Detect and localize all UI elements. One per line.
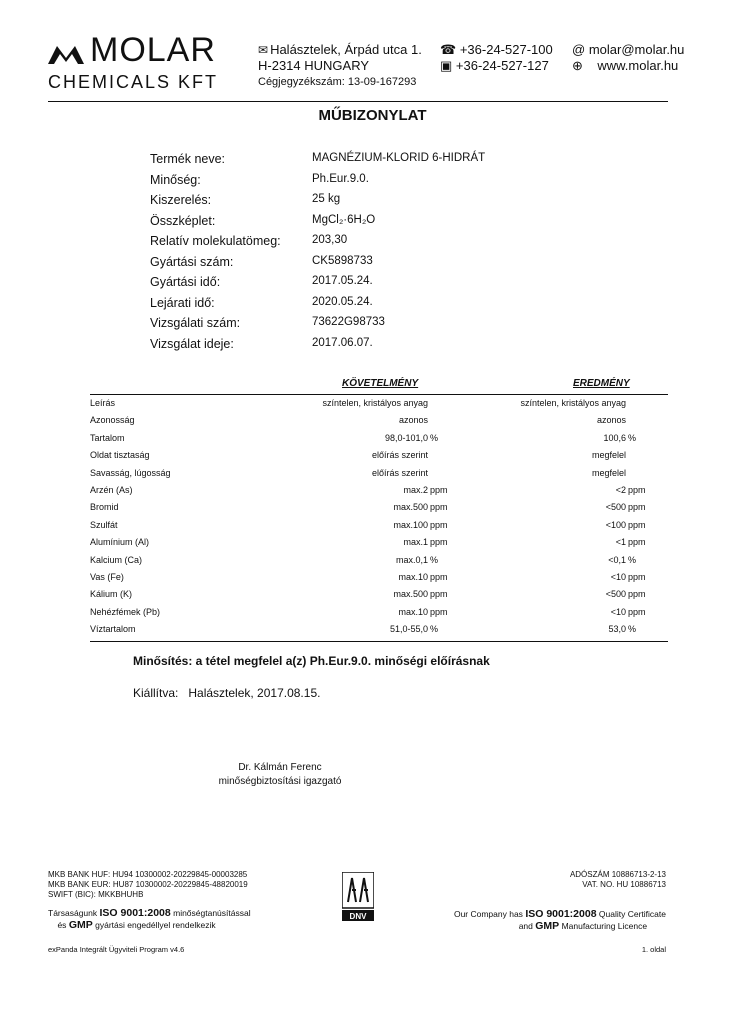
test-name: Azonosság (90, 415, 135, 426)
company-address (258, 42, 422, 90)
info-value: 2017.06.07. (312, 336, 373, 349)
result-value: színtelen, kristályos anyag (520, 398, 626, 408)
result-value: <0,1 (608, 554, 626, 565)
result-value: <10 (610, 571, 626, 582)
requirement-value: max.1 (403, 537, 428, 548)
gmp-en-prefix: and (518, 921, 533, 931)
signatory-title: minőségbiztosítási igazgató (218, 776, 342, 787)
gmp-hu-suffix: gyártási engedéllyel rendelkezik (95, 920, 216, 930)
requirement-value: max.100 (393, 519, 428, 530)
certification-en (420, 908, 666, 932)
requirement-unit: ppm (430, 571, 448, 582)
test-name: Oldat tisztaság (90, 450, 150, 461)
table-header (90, 378, 668, 395)
iso-en-suffix: Quality Certificate (598, 909, 666, 919)
info-value: 203,30 (312, 234, 348, 246)
iso-hu-suffix: minőségtanúsítással (173, 908, 251, 918)
company-web (572, 42, 684, 74)
bank-swift: SWIFT (BIC): MKKBHUHB (48, 890, 144, 899)
result-value: 53,0 (608, 624, 626, 635)
info-label: Vizsgálat ideje: (150, 336, 234, 351)
info-row (150, 255, 570, 276)
requirement-unit: ppm (430, 502, 448, 513)
result-unit: % (628, 624, 637, 635)
info-value: MAGNÉZIUM-KLORID 6-HIDRÁT (312, 152, 486, 164)
info-row (150, 173, 570, 194)
requirement-value: max.2 (403, 484, 428, 495)
vat-number: VAT. NO. HU 10886713 (582, 880, 666, 889)
info-label: Lejárati idő: (150, 295, 215, 310)
info-label: Összképlet: (150, 213, 216, 228)
result-value: 100,6 (603, 432, 626, 443)
tax-details (520, 870, 666, 890)
bank-huf: MKB BANK HUF: HU94 10300002-20229845-00003285 (48, 870, 248, 879)
test-name: Bromid (90, 502, 119, 513)
info-label: Termék neve: (150, 152, 226, 166)
table-row (90, 430, 668, 447)
table-row (90, 395, 668, 412)
info-value: 2017.05.24. (312, 275, 373, 287)
program-name: exPanda Integrált Ügyviteli Program v4.6 (48, 945, 185, 954)
signatory-name: Dr. Kálmán Ferenc (238, 762, 322, 773)
result-value: megfelel (591, 467, 626, 478)
requirement-value: azonos (398, 415, 428, 426)
result-value: <500 (605, 502, 626, 513)
email-address: molar@molar.hu (588, 42, 685, 57)
gmp-hu-std: GMP (68, 919, 93, 931)
table-row (90, 621, 668, 638)
result-value: megfelel (591, 450, 626, 461)
issued-line (133, 686, 320, 700)
gmp-en-std: GMP (535, 920, 560, 932)
globe-icon: ⊕ (572, 58, 583, 73)
result-value: <500 (605, 589, 626, 600)
qualification-statement: Minősítés: a tétel megfelel a(z) Ph.Eur.9.0. minőségi előírásnak (133, 654, 490, 668)
test-results-table (90, 378, 668, 638)
requirement-unit: ppm (430, 537, 448, 548)
test-name: Savasság, lúgosság (90, 467, 171, 478)
at-icon: @ (572, 42, 586, 57)
info-value: Ph.Eur.9.0. (312, 172, 369, 185)
requirement-value: 51,0-55,0 (389, 624, 428, 635)
result-value: <2 (615, 484, 626, 495)
requirement-unit: % (430, 432, 439, 443)
info-label: Gyártási szám: (150, 254, 234, 269)
result-unit: ppm (628, 537, 646, 548)
header-result: EREDMÉNY (573, 378, 630, 389)
table-row (90, 517, 668, 534)
info-row (150, 193, 570, 214)
result-value: azonos (596, 415, 626, 426)
table-row (90, 604, 668, 621)
test-name: Alumínium (Al) (90, 537, 150, 548)
product-info (150, 152, 570, 357)
requirement-value: színtelen, kristályos anyag (322, 398, 428, 408)
requirement-value: max.10 (398, 606, 428, 617)
requirement-unit: ppm (430, 589, 448, 600)
phone-number: +36-24-527-100 (459, 42, 553, 57)
requirement-unit: ppm (430, 484, 448, 495)
iso-hu-prefix: Társaságunk (48, 908, 98, 918)
test-name: Vas (Fe) (90, 571, 124, 582)
gmp-hu-prefix: és (57, 920, 67, 930)
info-row (150, 234, 570, 255)
table-row (90, 482, 668, 499)
info-row (150, 152, 570, 173)
company-name-big: MOLAR (90, 31, 216, 69)
issued-value: Halásztelek, 2017.08.15. (188, 686, 321, 700)
table-row (90, 499, 668, 516)
requirement-value: max.500 (393, 502, 428, 513)
info-value: 73622G98733 (312, 316, 385, 328)
test-name: Tartalom (90, 432, 125, 443)
molar-logo-icon (48, 40, 84, 64)
result-unit: % (628, 554, 637, 565)
result-unit: ppm (628, 519, 646, 530)
info-label: Minőség: (150, 172, 201, 187)
iso-en-std: ISO 9001:2008 (525, 908, 597, 920)
table-row (90, 569, 668, 586)
info-row (150, 316, 570, 337)
table-row (90, 534, 668, 551)
info-row (150, 296, 570, 317)
result-value: <1 (615, 537, 626, 548)
info-row (150, 275, 570, 296)
bank-eur: MKB BANK EUR: HU87 10300002-20229845-48820019 (48, 880, 248, 889)
issued-label: Kiállítva: (133, 686, 179, 700)
bank-details (48, 870, 248, 900)
header-requirement: KÖVETELMÉNY (342, 378, 419, 389)
table-row (90, 447, 668, 464)
document-title: MŰBIZONYLAT (318, 107, 427, 124)
requirement-unit: ppm (430, 606, 448, 617)
requirement-value: max.500 (393, 589, 428, 600)
gmp-en-suffix: Manufacturing Licence (561, 921, 648, 931)
requirement-value: 98,0-101,0 (384, 432, 428, 443)
fax-icon: ▣ (440, 58, 453, 73)
requirement-value: max.10 (398, 571, 428, 582)
requirement-value: max.0,1 (395, 554, 428, 565)
info-label: Relatív molekulatömeg: (150, 234, 281, 248)
header-divider (48, 101, 668, 102)
result-unit: ppm (628, 502, 646, 513)
table-row (90, 552, 668, 569)
result-unit: % (628, 432, 637, 443)
info-label: Gyártási idő: (150, 275, 221, 289)
info-row (150, 337, 570, 358)
page-number: 1. oldal (641, 945, 666, 954)
fax-number: +36-24-527-127 (455, 58, 549, 73)
result-unit: ppm (628, 571, 646, 582)
info-value: CK5898733 (312, 254, 373, 267)
requirement-value: előírás szerint (371, 467, 428, 478)
requirement-unit: ppm (430, 519, 448, 530)
test-name: Arzén (As) (90, 484, 133, 495)
requirement-unit: % (430, 624, 439, 635)
info-label: Kiszerelés: (150, 193, 212, 207)
test-name: Kálium (K) (90, 589, 133, 600)
test-name: Víztartalom (90, 624, 136, 635)
result-unit: ppm (628, 606, 646, 617)
requirement-unit: % (430, 554, 439, 565)
dnv-label: DNV (349, 912, 367, 921)
registry-number: Cégjegyzékszám: 13-09-167293 (258, 76, 417, 88)
test-name: Kalcium (Ca) (90, 554, 143, 565)
result-unit: ppm (628, 589, 646, 600)
website: www.molar.hu (597, 58, 679, 73)
info-value: 25 kg (312, 193, 341, 205)
requirement-value: előírás szerint (371, 450, 428, 461)
info-row (150, 214, 570, 235)
address-line2: H-2314 HUNGARY (258, 58, 370, 73)
table-row (90, 412, 668, 429)
company-phones (440, 42, 553, 74)
table-bottom-line (90, 641, 668, 642)
iso-en-prefix: Our Company has (453, 909, 523, 919)
test-name: Leírás (90, 398, 116, 408)
result-value: <100 (605, 519, 626, 530)
result-value: <10 (610, 606, 626, 617)
test-name: Szulfát (90, 519, 118, 530)
company-name-small: CHEMICALS KFT (48, 72, 219, 92)
address-line1: Halásztelek, Árpád utca 1. (270, 42, 422, 57)
test-name: Nehézfémek (Pb) (90, 606, 161, 617)
certification-hu (48, 907, 251, 931)
info-value: 2020.05.24. (312, 295, 373, 308)
result-unit: ppm (628, 484, 646, 495)
phone-icon: ☎ (440, 42, 457, 57)
tax-number: ADÓSZÁM 10886713-2-13 (569, 870, 666, 879)
table-row (90, 465, 668, 482)
info-label: Vizsgálati szám: (150, 316, 241, 330)
table-row (90, 586, 668, 603)
info-value: MgCl₂·6H₂O (312, 213, 376, 226)
envelope-icon: ✉ (258, 43, 269, 57)
dnv-certification-logo-icon (342, 872, 374, 922)
iso-hu-std: ISO 9001:2008 (99, 907, 171, 919)
